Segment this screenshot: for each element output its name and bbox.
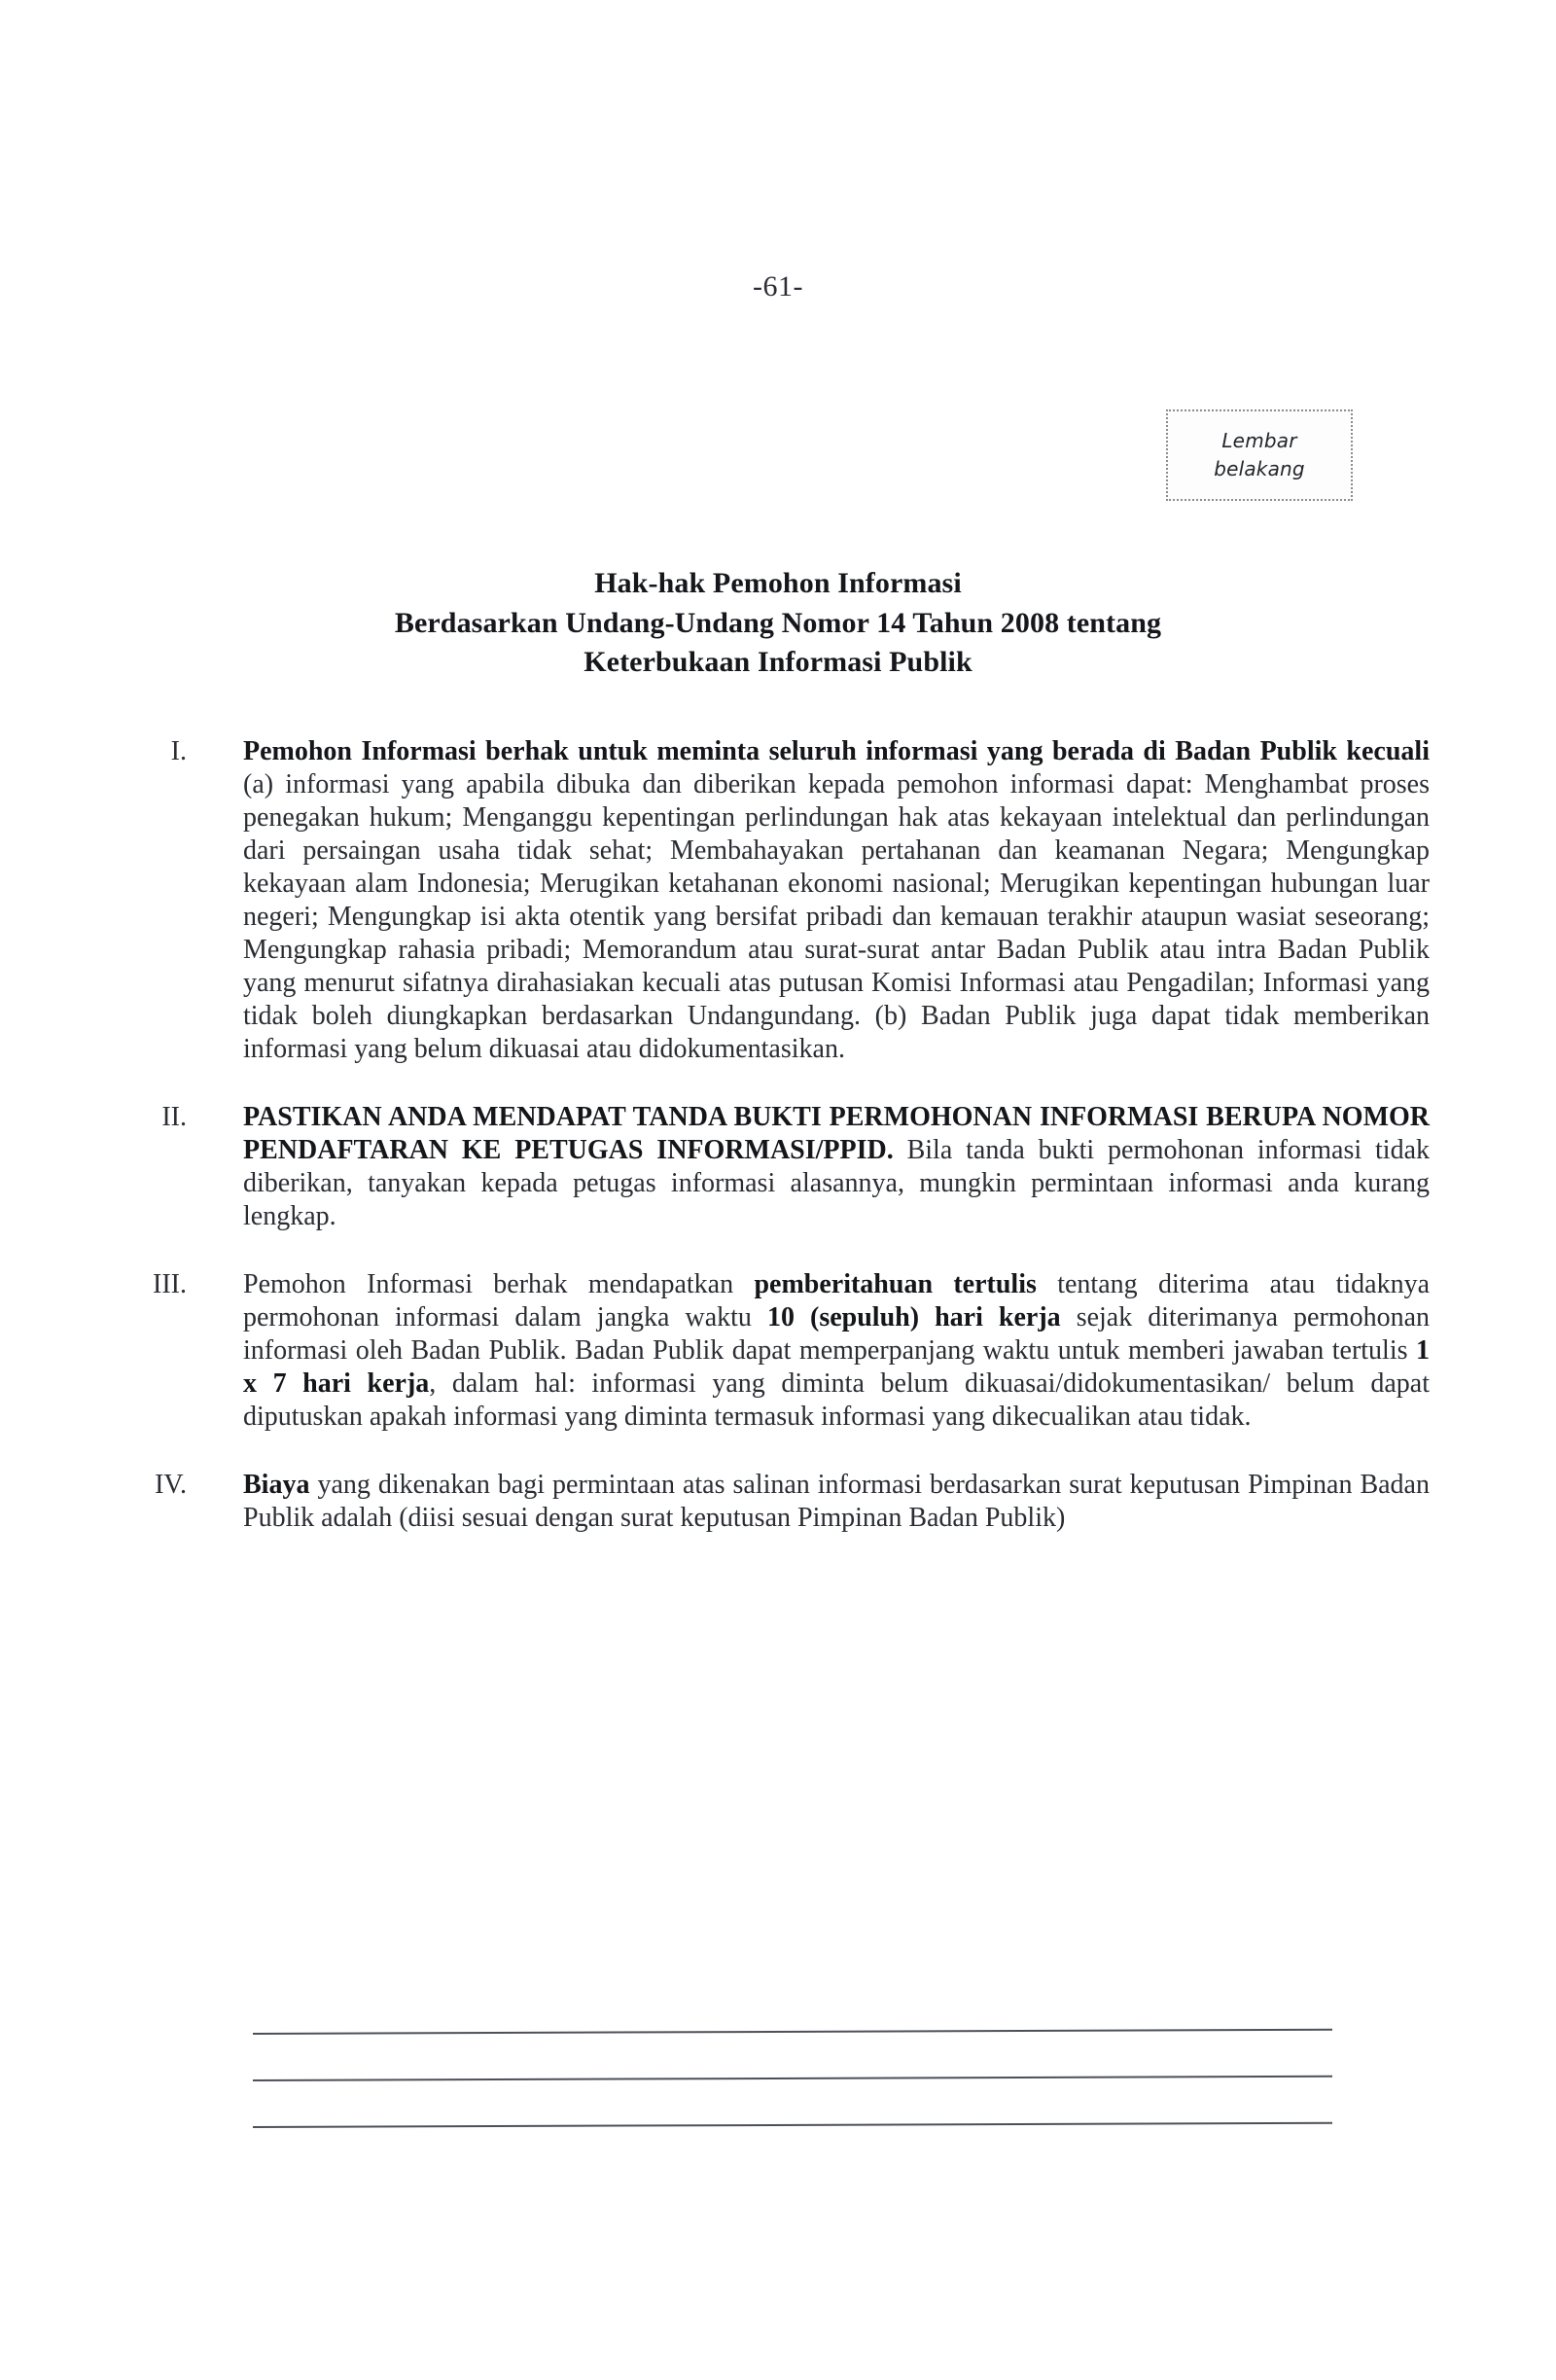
clause-text-strong: Biaya	[243, 1470, 310, 1500]
lembar-belakang-stamp-box	[1166, 409, 1353, 501]
clause-text-plain: (a) informasi yang apabila dibuka dan diberikan kepada pemohon informasi dapat: Menghambat proses penegakan hukum; Menganggu kepentingan perlindungan hak atas kekayaan intelektual dan perlindungan dari persaingan usaha tidak sehat; Membahayakan pertahanan dan keamanan Negara; Mengungkap kekayaan alam Indonesia; Merugikan ketahanan ekonomi nasional; Merugikan kepentingan hubungan luar negeri; Mengungkap isi akta otentik yang bersifat pribadi dan kemauan terakhir ataupun wasiat seseorang; Mengungkap rahasia pribadi; Memorandum atau surat-surat antar Badan Publik atau intra Badan Publik yang menurut sifatnya dirahasiakan kecuali atas putusan Komisi Informasi atau Pengadilan; Informasi yang tidak boleh diungkapkan berdasarkan Undangundang. (b) Badan Publik juga dapat tidak memberikan informasi yang belum dikuasai atau didokumentasikan.	[243, 769, 1430, 1064]
blank-rule-lines	[253, 2033, 1332, 2128]
clause-item	[136, 735, 1430, 1066]
clause-item	[136, 1469, 1430, 1535]
blank-rule-line	[253, 2029, 1332, 2035]
clause-list	[136, 735, 1430, 1535]
clause-text-strong: PASTIKAN ANDA MENDAPAT TANDA BUKTI PERMOHONAN INFORMASI BERUPA NOMOR PENDAFTARAN KE PETUGAS INFORMASI/PPID.	[243, 1102, 1430, 1165]
blank-rule-line	[253, 2076, 1332, 2081]
stamp-line-2: belakang	[1214, 457, 1305, 480]
stamp-line-1: Lembar	[1221, 429, 1297, 452]
page-number: -61-	[753, 270, 803, 302]
clause-text	[243, 1469, 1430, 1535]
clause-text-plain: yang dikenakan bagi permintaan atas salinan informasi berdasarkan surat keputusan Pimpinan Badan Publik adalah (diisi sesuai dengan surat keputusan Pimpinan Badan Publik)	[243, 1470, 1430, 1533]
title-line-3: Keterbukaan Informasi Publik	[584, 646, 972, 678]
clause-text	[243, 1101, 1430, 1233]
title-line-1: Hak-hak Pemohon Informasi	[594, 567, 962, 599]
clause-text-plain: Bila tanda bukti permohonan informasi tidak diberikan, tanyakan kepada petugas informasi alasannya, mungkin permintaan informasi anda kurang lengkap.	[243, 1135, 1430, 1231]
clause-marker: II.	[161, 1102, 187, 1132]
clause-marker: I.	[170, 736, 187, 766]
document-title	[194, 564, 1362, 683]
clause-text-plain: Pemohon Informasi berhak mendapatkan	[243, 1269, 755, 1299]
clause-item	[136, 1101, 1430, 1233]
blank-rule-line	[253, 2122, 1332, 2128]
clause-text-strong: Pemohon Informasi berhak untuk meminta seluruh informasi yang berada di Badan Publik kecuali	[243, 736, 1430, 766]
clause-text-plain: sejak diterimanya permohonan informasi oleh Badan Publik. Badan Publik dapat memperpanjang waktu untuk memberi jawaban tertulis	[243, 1302, 1430, 1366]
clause-item	[136, 1268, 1430, 1434]
clause-marker: IV.	[155, 1470, 187, 1500]
clause-text-plain: , dalam hal: informasi yang diminta belum dikuasai/didokumentasikan/ belum dapat diputuskan apakah informasi yang diminta termasuk informasi yang dikecualikan atau tidak.	[243, 1368, 1430, 1432]
clause-text-strong: pemberitahuan tertulis	[754, 1269, 1037, 1299]
clause-text-strong: 10 (sepuluh) hari kerja	[766, 1302, 1061, 1332]
clause-marker: III.	[153, 1269, 187, 1299]
clause-text	[243, 735, 1430, 1066]
clause-text-plain: tentang diterima atau tidaknya permohonan informasi dalam jangka waktu	[243, 1269, 1430, 1332]
clause-text-strong: 1 x 7 hari kerja	[243, 1335, 1430, 1399]
title-line-2: Berdasarkan Undang-Undang Nomor 14 Tahun 2008 tentang	[394, 606, 1162, 639]
clause-text	[243, 1268, 1430, 1434]
